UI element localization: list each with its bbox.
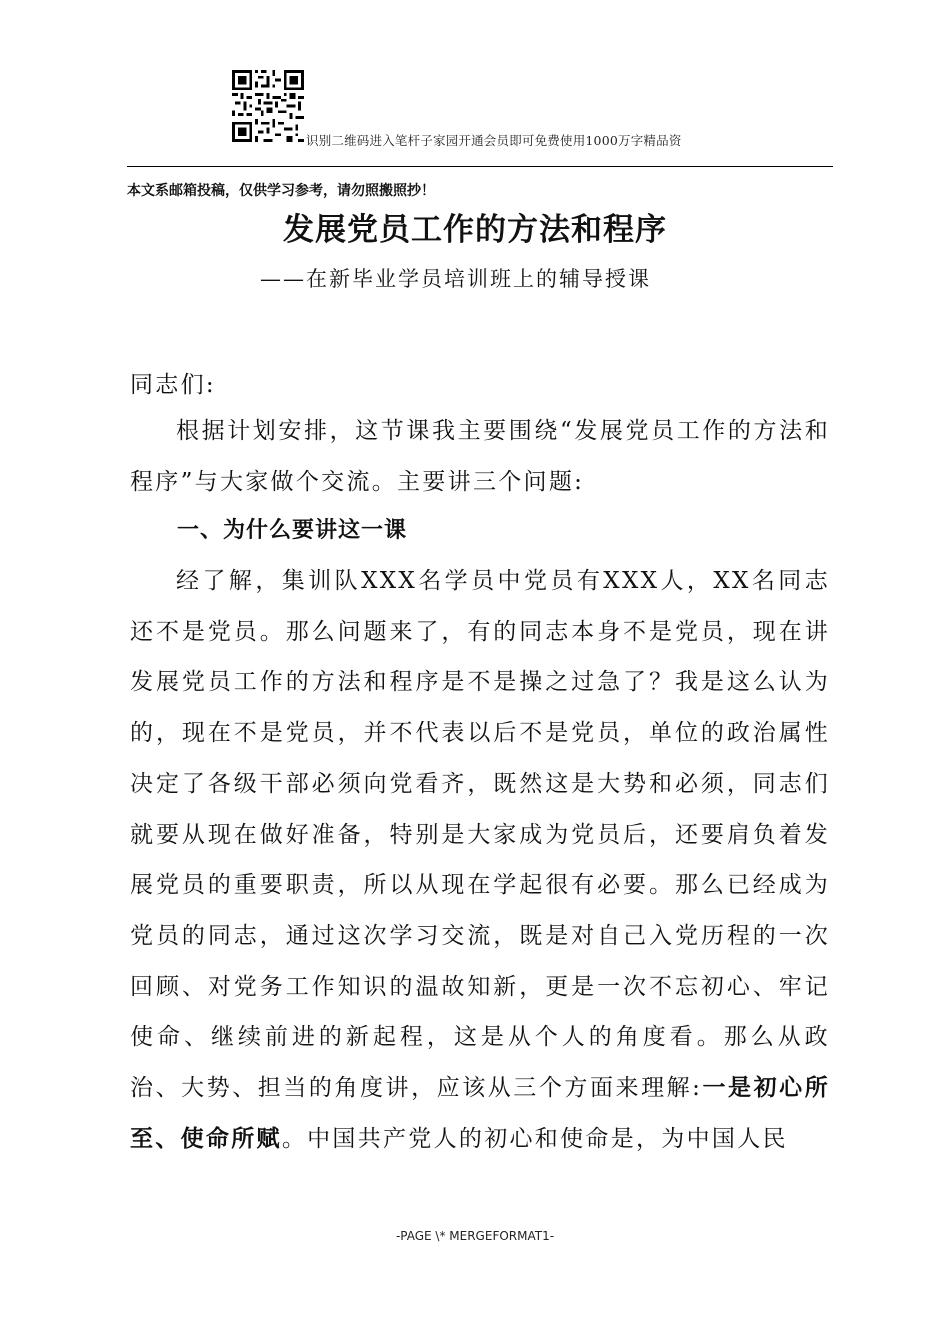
header-divider — [127, 166, 833, 167]
intro-paragraph: 根据计划安排，这节课我主要围绕“发展党员工作的方法和程序”与大家做个交流。主要讲三个问题: — [130, 418, 830, 495]
body-paragraph-1 — [130, 556, 830, 1164]
qr-caption: 识别二维码进入笔杆子家园开通会员即可免费使用1000万字精品资 — [306, 133, 682, 148]
copyright-notice: 本文系邮箱投稿，仅供学习参考，请勿照搬照抄！ — [127, 183, 435, 199]
paragraph-text: 经了解，集训队XXX名学员中党员有XXX人，XX名同志还不是党员。那么问题来了，有的同志本身不是党员，现在讲发展党员工作的方法和程序是不是操之过急了？我是这么认为的，现在不是党员，并不代表以后不是党员，单位的政治属性决定了各级干部必须向党看齐，既然这是大势和必须，同志们就要从现在做好准备，特别是大家成为党员后，还要肩负着发展党员的重要职责，所以从现在学起很有必要。那么已经成为党员的同志，通过这次学习交流，既是对自己入党历程的一次回顾、对党务工作知识的温故知新，更是一次不忘初心、牢记使命、继续前进的新起程，这是从个人的角度看。那么从政治、大势、担当的角度讲，应该从三个方面来理解: — [130, 568, 830, 1102]
page-footer: -PAGE \* MERGEFORMAT1- — [395, 1229, 555, 1243]
greeting: 同志们: — [130, 372, 216, 398]
document-subtitle: ——在新毕业学员培训班上的辅导授课 — [260, 267, 651, 291]
qr-code — [232, 70, 304, 142]
paragraph-tail: 。中国共产党人的初心和使命是，为中国人民 — [281, 1125, 788, 1152]
document-title: 发展党员工作的方法和程序 — [283, 212, 667, 248]
section-heading-1: 一、为什么要讲这一课 — [177, 518, 408, 543]
bold-emphasis: 一是初心所至、使命所赋 — [130, 1074, 831, 1152]
